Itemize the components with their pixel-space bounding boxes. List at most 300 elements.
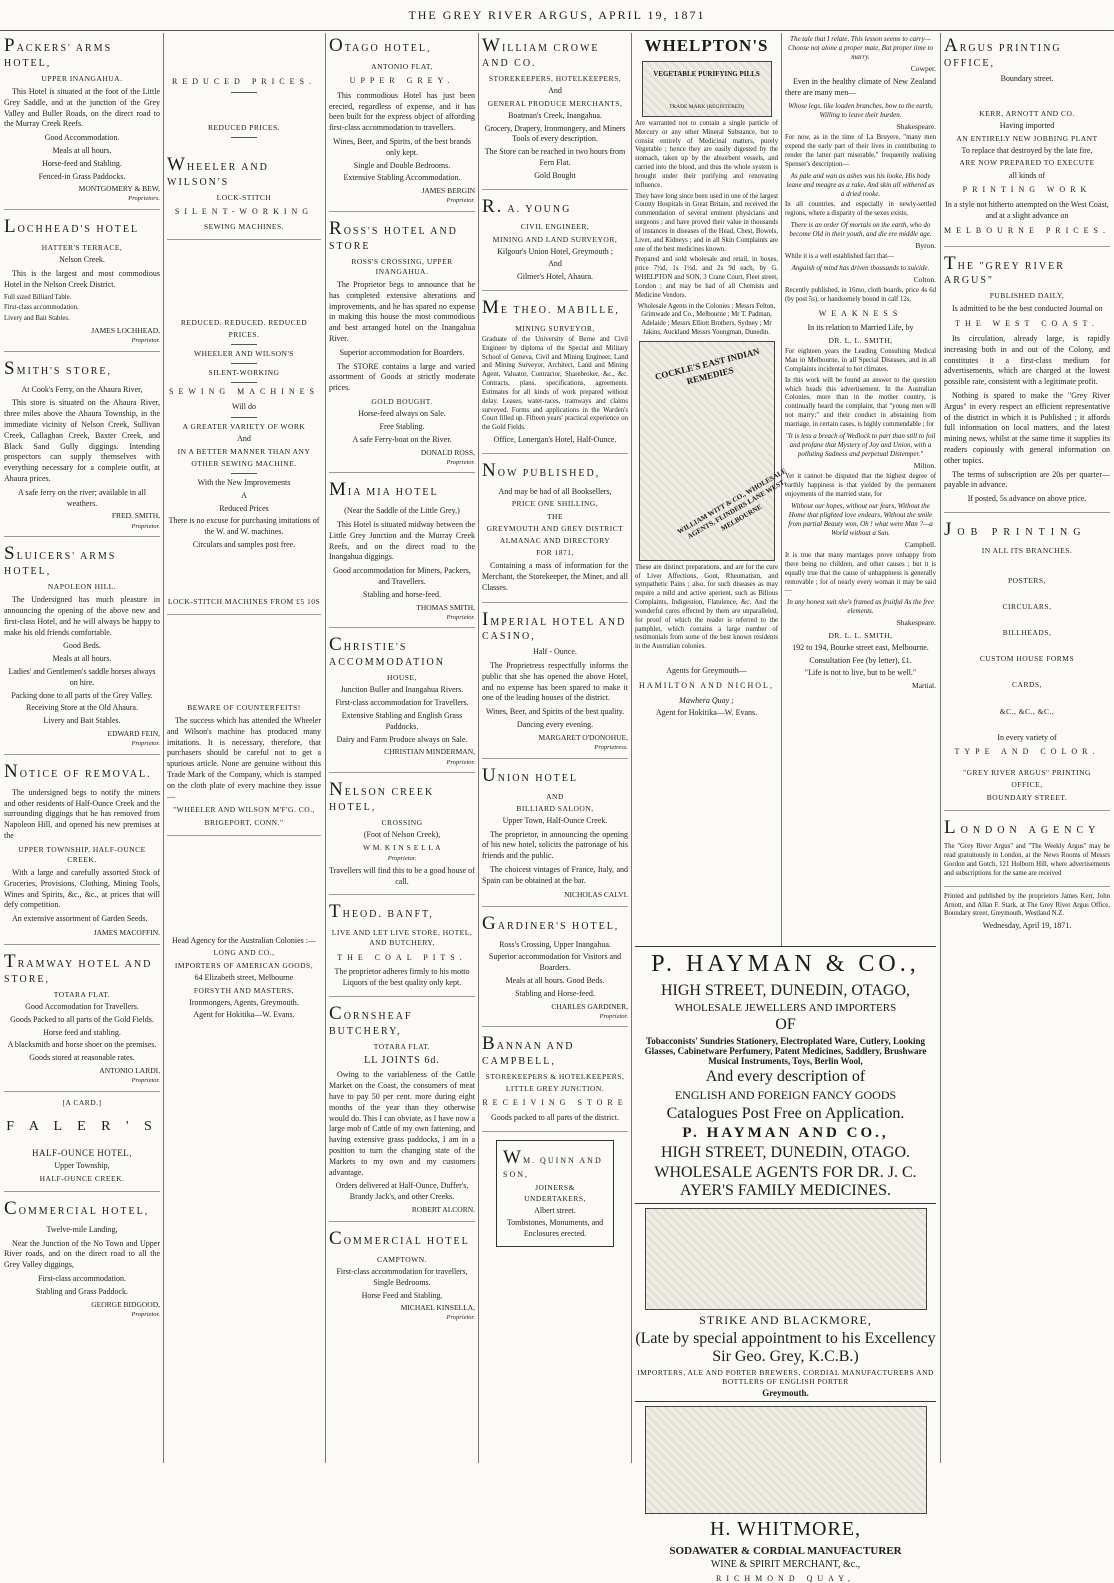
ad-line: AND xyxy=(546,791,564,801)
ad-line: Consultation Fee (by letter), £1. xyxy=(809,655,912,665)
advertisement xyxy=(944,817,1110,887)
ad-tag: [A CARD.] xyxy=(62,1097,102,1107)
ad-quote: "Life is not to live, but to be well." xyxy=(804,668,917,678)
ad-subtitle: CAMPTOWN. xyxy=(377,1254,427,1264)
ad-line: Agents for Greymouth— xyxy=(666,666,747,676)
ad-body: It is true that many marriages prove unhappy from there being no children, and other causes ; but it is equally true that the cause of unhappiness is generally removable ; for of nearly every woman it may be said— xyxy=(785,552,936,595)
ad-line: First-class accommodation. xyxy=(38,1273,126,1283)
ad-role: Proprietor. xyxy=(131,740,160,748)
ad-title: THEOD. BANFT, xyxy=(329,901,434,923)
ad-body: For eighteen years the Leading Consulting Medical Man in Melbourne, in all Special Diseases, and in all Complaints incidental to hot climates. xyxy=(785,348,936,373)
ad-subtitle: TOTARA FLAT. xyxy=(53,989,111,999)
ad-line: Stabling and Grass Paddock. xyxy=(36,1286,128,1296)
ad-line: ARE NOW PREPARED TO EXECUTE xyxy=(959,158,1095,168)
ad-role: Proprietor. xyxy=(131,522,160,530)
ad-line: Horse-feed and Stabling. xyxy=(42,158,122,168)
ad-subtitle: Nelson Creek. xyxy=(59,255,105,265)
job-item: In every variety of xyxy=(997,732,1057,742)
ad-body: The Undersigned has much pleasure in announcing the opening of the above new and first-class Hotel, and he will always be happy to make his old friends comfortable. xyxy=(4,595,160,637)
ad-subtitle: Junction Buller and Inangahua Rivers. xyxy=(340,685,464,695)
ad-line: STOREKEEPERS, HOTELKEEPERS, xyxy=(488,73,622,83)
ad-line: PRICE ONE SHILLING, xyxy=(511,499,599,509)
ad-line: Upper Township, xyxy=(54,1161,110,1170)
advertisement xyxy=(482,35,628,190)
ad-body: The success which has attended the Wheeler and Wilson's machine has produced many imitations. It is necessary, therefore, that purchasers should be careful not to get a spurious article. None are genuine without this Trade Mark of the Company, which is stamped on the cloth plate of every machine they issue— xyxy=(167,716,321,801)
ad-subtitle: TOTARA FLAT. xyxy=(373,1041,431,1051)
ad-line: The Store can be reached in two hours from Fern Flat. xyxy=(484,147,626,168)
ad-line: RICHMOND QUAY, xyxy=(716,1574,855,1583)
ad-title: F A L E R ' S xyxy=(6,1118,158,1134)
advertisement xyxy=(4,35,160,210)
ad-line: The proprietor adheres firmly to his motto Liquors of the best quality only kept. xyxy=(334,967,470,988)
ad-role: Proprietor. xyxy=(446,613,475,621)
ad-line: UPPER TOWNSHIP, HALF-OUNCE CREEK. xyxy=(18,844,146,864)
ad-line: RECEIVING STORE xyxy=(482,1098,628,1108)
ad-title: THE "GREY RIVER ARGUS" xyxy=(944,252,1065,287)
ad-body: This Hotel is situated at the foot of the Little Grey Saddle, and at the junction of the Grey Valley and Buller Roads, on the direct road to the Murray Creek Reefs. xyxy=(4,86,160,129)
advertisement xyxy=(482,765,628,907)
ad-subtitle: ANTONIO FLAT, xyxy=(371,61,433,71)
whitmore-name: H. WHITMORE, xyxy=(709,1518,862,1540)
ad-line: Agent for Hokitika—W. Evans. xyxy=(193,1010,295,1020)
ad-line: Gilmer's Hotel, Ahaura. xyxy=(516,272,594,282)
ad-line: HIGH STREET, DUNEDIN, OTAGO, xyxy=(660,982,911,999)
ad-line: HAMILTON AND NICHOL, xyxy=(639,680,774,690)
ad-subtitle: HATTER'S TERRACE, xyxy=(41,242,123,252)
hayman-block xyxy=(635,946,936,1583)
ad-title: WM. QUINN AND SON, xyxy=(503,1147,603,1179)
ad-citation: Martial. xyxy=(912,681,936,691)
ad-line: OF xyxy=(775,1016,796,1033)
ad-body: The terms of subscription are 20s per quarter—payable in advance. xyxy=(944,469,1110,490)
ad-line: 192 to 194, Bourke street east, Melbourne. xyxy=(792,642,929,652)
ad-line: Good Beds. xyxy=(63,641,101,651)
ad-line: IMPORTERS OF AMERICAN GOODS, xyxy=(174,960,314,970)
column-5 xyxy=(635,33,788,943)
ad-title: MIA MIA HOTEL xyxy=(329,479,439,501)
ad-line: Upper Town, Half-Ounce Creek. xyxy=(502,815,608,825)
ad-title: TRAMWAY HOTEL AND STORE, xyxy=(4,951,153,985)
ad-line: And every description of xyxy=(705,1068,866,1085)
ad-line: "GREY RIVER ARGUS" PRINTING xyxy=(963,768,1091,778)
advertisement xyxy=(4,951,160,1092)
ad-title: WILLIAM CROWE AND CO. xyxy=(482,35,600,69)
ad-body: Even in the healthy climate of New Zealand there are many men— xyxy=(785,77,936,98)
ad-signature: EDWARD FEIN, xyxy=(107,729,160,739)
ad-title: LONDON AGENCY xyxy=(944,816,1101,838)
ad-title: PACKERS' ARMS HOTEL, xyxy=(4,35,113,69)
ad-line: ALMANAC AND DIRECTORY xyxy=(499,535,611,545)
ad-subtitle: UPPER GREY. xyxy=(349,75,455,85)
ad-line: BRIGEPORT, CONN." xyxy=(204,817,284,827)
ad-line: And xyxy=(237,433,251,443)
advertisement xyxy=(329,1228,475,1328)
ad-line: Superior accommodation for Visitors and Boarders. xyxy=(488,952,622,973)
ad-title: ROSS'S HOTEL AND STORE xyxy=(329,217,458,252)
advertisement xyxy=(482,1033,628,1132)
advertisement xyxy=(482,196,628,291)
column-2 xyxy=(167,33,321,1463)
ad-line: Mawhera Quay ; xyxy=(679,695,734,705)
cockle-agents-text: WILLIAM WITT & CO., WHOLESALE AGENTS, FLINDERS LANE WEST, MELBOURNE xyxy=(675,466,788,542)
ad-subtitle: UPPER INANGAHUA. xyxy=(41,73,123,83)
ad-title: NOW PUBLISHED, xyxy=(482,459,601,481)
undertaker-box xyxy=(496,1140,614,1247)
ad-line: Packing done to all parts of the Grey Valley. xyxy=(11,690,153,700)
ad-line: Tobacconists' Sundries Stationery, Electroplated Ware, Cutlery, Looking Glasses, Cabinetware Perfumery, Patent Medicines, Saddlery, Brushware Musical Instruments, Toys, Berlin Wool, xyxy=(644,1036,927,1066)
column-rule xyxy=(325,33,326,1463)
ad-body: The undersigned begs to notify the miners and other residents of Half-Ounce Creek and the surrounding diggings that he has removed from Napoleon Hill, and opened his new premises at the xyxy=(4,787,160,840)
advertisement xyxy=(329,901,475,996)
ad-line: WINE & SPIRIT MERCHANT, &c., xyxy=(710,1559,861,1570)
ad-body: Its circulation, already large, is rapidly increasing both in and out of the Colony, and constitutes it a first-class medium for advertisements, which are charged at the lowest possible rate, consistent with a legitimate profit. xyxy=(944,334,1110,387)
ad-quote: There is an order Of mortals on the earth, who do become Old in their youth, and die ere middle age. xyxy=(789,220,932,238)
ad-line: Horse-feed always on Sale. xyxy=(358,409,446,419)
column-6 xyxy=(785,33,936,943)
cockle-logo-text: COCKLE'S EAST INDIAN REMEDIES xyxy=(653,345,761,387)
ad-line: Having imported xyxy=(999,120,1055,130)
ad-line: LONG AND CO., xyxy=(213,948,275,958)
ad-line: SILENT-WORKING xyxy=(208,368,280,378)
advertisement xyxy=(482,913,628,1028)
ad-line: First-class accommodation for travellers, Single Bedrooms. xyxy=(336,1266,468,1287)
ad-signature: CHARLES GARDINER, xyxy=(551,1001,628,1011)
cockle-remedies-image xyxy=(639,341,788,561)
ad-quote: "It is less a breach of Wedlock to part than still to foil and profane that Mystery of Joy and Union, with a polluting Sadness and perpetual Distemper." xyxy=(785,431,936,458)
column-rule xyxy=(940,33,941,1463)
ad-line: LOCK-STITCH MACHINES FROM £5 10S xyxy=(167,596,321,606)
ad-title: UNION HOTEL xyxy=(482,764,578,786)
ad-signature: NICHOLAS CALVI. xyxy=(564,889,628,899)
ad-line: Meals at all hours. xyxy=(52,654,112,664)
ad-body: The STORE contains a large and varied assortment of Goods at strictly moderate prices. xyxy=(329,361,475,393)
ad-subtitle: (Foot of Nelson Creek), xyxy=(363,830,441,840)
ad-body: The "Grey River Argus" and "The Weekly Argus" may be read gratuitously in London, at the News Rooms of Messrs Gordon and Gotch, 121 Holborn Hill, where advertisements and subscriptions for the same are received xyxy=(944,843,1110,877)
ad-line: Goods packed to all parts of the district. xyxy=(491,1113,619,1123)
ad-line: Extensive Stabling Accommodation. xyxy=(343,173,461,183)
ad-subtitle: NAPOLEON HILL. xyxy=(47,582,117,592)
ad-line: Horse feed and stabling. xyxy=(43,1027,121,1037)
ad-line: Tombstones, Monuments, and Enclosures erected. xyxy=(506,1218,604,1239)
ad-subtitle: Twelve-mile Landing, xyxy=(46,1224,118,1234)
ad-line: ENGLISH AND FOREIGN FANCY GOODS xyxy=(674,1088,897,1102)
ad-subtitle: ROSS'S CROSSING, UPPER INANGAHUA. xyxy=(351,256,453,276)
ad-body: Owing to the variableness of the Cattle Market on the Coast, the consumers of meat have to pay 50 per cent. more during eight months of the year than they otherwise would do. This I can obviate, as I have now a large mob of Cattle of my own fattening, and having extensive grass paddocks, I am in a position to turn the changing state of the Markets to my own and my customers advantage. xyxy=(329,1070,475,1177)
ad-body: This is the largest and most commodious Hotel in the Nelson Creek District. xyxy=(4,268,160,289)
ad-subtitle: (Near the Saddle of the Little Grey.) xyxy=(344,506,460,516)
ad-signature: ROBERT ALCORN. xyxy=(411,1204,475,1214)
ad-signature: FRED. SMITH, xyxy=(111,511,160,521)
ad-line: Will do xyxy=(232,402,256,412)
ad-line: Stabling and Horse-feed. xyxy=(515,988,595,998)
ad-role: Proprietor. xyxy=(131,1310,160,1318)
ad-line: A safe ferry on the river; available in all weathers. xyxy=(18,487,146,508)
ad-title: GARDINER'S HOTEL, xyxy=(482,912,620,934)
ad-signature: THOMAS SMITH, xyxy=(416,602,475,612)
column-rule xyxy=(631,33,632,1463)
ad-title: R. A. YOUNG xyxy=(482,195,572,217)
ad-signature: MICHAEL KINSELLA, xyxy=(400,1303,475,1313)
ad-line: Good accommodation for Miners, Packers, and Travellers. xyxy=(333,566,471,586)
column-rule xyxy=(163,33,164,1463)
ad-body: With a large and carefully assorted Stock of Groceries, Provisions, Clothing, Mining Tools, Wines and Spirits, &c., &c., at prices that will defy competition. xyxy=(4,867,160,910)
ad-line: Boundary street. xyxy=(1000,73,1054,83)
ad-line: An extensive assortment of Garden Seeds. xyxy=(12,914,148,924)
ad-line: Reduced Prices xyxy=(219,503,269,513)
column-4 xyxy=(482,33,628,1463)
advertisement xyxy=(4,1098,160,1192)
ad-line: Wines, Beer, and Spirits, of the best brands only kept. xyxy=(333,136,471,157)
ad-line: Gold Bought xyxy=(534,170,576,180)
ad-quote: Whose legs, like loaden branches, bow to the earth, Willing to leave their burden. xyxy=(788,102,933,120)
job-item: CARDS, xyxy=(1012,680,1042,690)
ad-body: The Proprietor begs to announce that he has completed extensive alterations and improvements, and he has spared no expense in making this house the most commodious and best arranged hotel on the Inangahua River. xyxy=(329,280,475,344)
ad-line: SEWING MACHINES xyxy=(169,387,319,397)
ad-subtitle: Half - Ounce. xyxy=(533,647,577,657)
advertisement xyxy=(329,218,475,473)
ad-quote: In any honest suit she's framed as fruitful As the free elements. xyxy=(787,598,934,616)
advertisement xyxy=(167,842,321,1029)
ad-line: Office, Lonergan's Hotel, Half-Ounce. xyxy=(493,435,617,445)
ad-role: Proprietor. xyxy=(446,458,475,466)
advertisement xyxy=(329,634,475,773)
advertisement xyxy=(482,297,628,454)
ad-body: Yet it cannot be disputed that the highest degree of earthly happiness is that yielded by the permanent enjoyments of the married state, for xyxy=(785,473,936,498)
ad-line: WHOLESALE AGENTS FOR DR. J. C. AYER'S FAMILY MEDICINES. xyxy=(635,1164,936,1204)
ad-title: ARGUS PRINTING OFFICE, xyxy=(944,35,1062,69)
ad-line: MINING AND LAND SURVEYOR, xyxy=(492,234,618,244)
ad-body: Recently published, in 16mo, cloth boards, price 4s 6d (by post 5s), or handsomely bound in calf 12s, xyxy=(785,286,936,303)
ad-line: HALF-OUNCE CREEK. xyxy=(39,1173,125,1183)
ad-line: Wines, Beer, and Spirits of the best quality. xyxy=(485,707,625,717)
ad-citation: Shakespeare. xyxy=(896,122,936,132)
ad-title: NELSON CREEK HOTEL, xyxy=(329,779,435,814)
ad-line: BILLIARD SALOON, xyxy=(516,803,594,813)
ad-line: SILENT-WORKING xyxy=(174,206,314,216)
ad-title: WHEELER AND WILSON'S xyxy=(167,153,269,188)
ad-quote: As pale and wan as ashes was his looke, His body leane and meagre as a rake, And skin all withered as a dried rooke. xyxy=(786,171,935,198)
ad-title: REDUCED. REDUCED. REDUCED xyxy=(180,317,308,327)
job-item: &C., &C., &C., xyxy=(999,706,1055,716)
ad-line: Greymouth. xyxy=(635,1388,936,1402)
ad-body: Wholesale Agents in the Colonies : Messrs Felton, Grimwade and Co., Melbourne ; Mr T. Padman, Adelaide ; Messrs Elliott Brothers, Sydney ; Mr Jakins, Auckland Messrs Youngman, Dunedin. xyxy=(637,302,776,336)
ad-line: CIVIL ENGINEER, xyxy=(520,222,590,232)
ad-quote: The tale that I relate, This lesson seems to carry— Choose not alone a proper mate, But proper time to marry. xyxy=(788,35,933,62)
ad-line: BOUNDARY STREET. xyxy=(986,792,1068,802)
ad-signature: CHRISTIAN MINDERMAN, xyxy=(384,747,475,757)
ad-line: OTHER SEWING MACHINE. xyxy=(191,458,297,468)
ad-title: BEWARE OF COUNTERFEITS! xyxy=(187,702,301,712)
advertisement xyxy=(482,460,628,603)
ad-role: Proprietor. xyxy=(446,758,475,766)
advertisement xyxy=(4,216,160,352)
ad-line: GOLD BOUGHT. xyxy=(371,397,433,406)
ad-line: LITTLE GREY JUNCTION. xyxy=(505,1084,605,1094)
ad-line: DR. L. L. SMITH, xyxy=(828,336,893,346)
ad-role: Proprietor. xyxy=(446,1314,475,1322)
ad-line: THE WEST COAST. xyxy=(955,319,1099,329)
ad-line: all kinds of xyxy=(1009,170,1045,180)
ad-line: Boatman's Creek, Inangahua. xyxy=(508,110,602,120)
ad-body: This Hotel is situated midway between the Little Grey Junction and the Murray Creek Reefs, and on the direct road to the Inangahua diggings. xyxy=(329,520,475,562)
ad-role: Proprietor. xyxy=(446,197,475,205)
ad-title: CHRISTIE'S ACCOMMODATION xyxy=(329,634,446,669)
column-3 xyxy=(329,33,475,1463)
ad-line: Ladies' and Gentlemen's saddle horses always on hire. xyxy=(8,667,156,687)
ad-line: Single and Double Bedrooms. xyxy=(353,160,451,170)
ad-subtitle: At Cook's Ferry, on the Ahaura River, xyxy=(21,384,143,394)
ad-line: Orders delivered at Half-Ounce, Duffer's, Brandy Jack's, and other Creeks. xyxy=(335,1181,469,1202)
hayman-name: P. HAYMAN & CO., xyxy=(651,951,920,977)
ad-line: IN A BETTER MANNER THAN ANY xyxy=(177,446,311,456)
ad-title: NOTICE OF REMOVAL. xyxy=(4,760,152,782)
job-item: POSTERS, xyxy=(1008,575,1046,585)
ad-body: Prepared and sold wholesale and retail, in boxes, price 7½d, 1s 1½d, and 2s 9d each, by G. WHELPTON and SON, 3 Crane Court, Fleet street, London ; and may be had of all Chemists and Medicine Vendors. xyxy=(635,256,778,299)
ad-line: SODAWATER & CORDIAL MANUFACTURER xyxy=(669,1545,902,1557)
ad-line: JOINERS& UNDERTAKERS, xyxy=(524,1183,586,1203)
ad-line: There is no excuse for purchasing imitations of the W. and W. machines. xyxy=(168,516,320,537)
advertisement xyxy=(4,543,160,755)
ad-line: In its relation to Married Life, by xyxy=(807,323,914,333)
advertisement xyxy=(4,761,160,945)
ad-line: "WHEELER AND WILSON M'F'G. CO., xyxy=(173,805,315,815)
ad-line: LL JOINTS 6d. xyxy=(364,1054,440,1066)
ad-signature: DONALD ROSS, xyxy=(420,447,475,457)
ad-role: Proprietors. xyxy=(128,195,160,203)
advertisement xyxy=(4,1198,160,1324)
ad-signature: JAMES MACOFFIN. xyxy=(93,927,160,937)
ad-body: They have long since been used in one of the largest County Hospitals in Great Britain, and received the commendation of several eminent physicians and surgeons ; and have proved their value in thousands of instances in diseases of the Head, Chest, Bowels, Liver, and Kidneys ; and in all Skin Complaints are one of the best medicines known. xyxy=(635,192,778,253)
ad-line: A safe Ferry-boat on the River. xyxy=(352,434,452,444)
ad-body: This store is situated on the Ahaura River, three miles above the Ahaura Township, in the immediate vicinity of Nelson Creek, Sullivan Creek, Callaghan Creek, Baxter Creek, and Black Sand Gully diggings. Intending prospectors can supply themselves with everything necessary for a complete outfit, at Ahaura prices. xyxy=(4,398,160,484)
ad-body: The Proprietress respectfully informs the public that she has opened the above Hotel, and no expense has been spared to make it one of the leading houses of the district. xyxy=(482,661,628,703)
ad-body: In this work will be found an answer to the question which heads this advertisement. In the Australian Colonies, more than in the mother country, is continually heard the complaint, that "young men will not marry;" and their conduct in abstaining from marriage, in certain cases, is highly commendable ; for xyxy=(785,376,936,428)
ad-signature: JAMES LOCHHEAD, xyxy=(91,325,160,335)
ad-line: Superior accommodation for Boarders. xyxy=(339,347,465,357)
advertisement xyxy=(944,519,1110,811)
ad-body: While it is a well established fact that— xyxy=(785,252,894,260)
advertisement xyxy=(167,246,321,615)
ad-role: Proprietor. xyxy=(599,1012,628,1020)
ad-line: AN ENTIRELY NEW JOBBING PLANT xyxy=(956,133,1098,143)
ad-line: Kilgour's Union Hotel, Greymouth ; xyxy=(497,246,613,256)
column-7 xyxy=(944,33,1110,1463)
job-item: BILLHEADS, xyxy=(1002,628,1052,638)
advertisement xyxy=(167,33,321,240)
ad-line: Dairy and Farm Produce always on Sale. xyxy=(336,734,468,744)
pills-logo-text: VEGETABLE PURIFYING PILLS xyxy=(653,69,760,78)
ad-citation: Byron. xyxy=(915,240,936,250)
ad-subtitle: MINING SURVEYOR, xyxy=(515,323,595,333)
ad-signature: GEORGE BIDGOOD, xyxy=(91,1299,160,1309)
advertisement xyxy=(329,35,475,212)
ad-line: 64 Elizabeth street, Melbourne xyxy=(194,972,294,982)
ad-line: Containing a mass of information for the Merchant, the Storekeeper, the Miner, and all Classes. xyxy=(482,561,628,592)
ad-line: Livery and Bait Stables. xyxy=(4,315,70,323)
ad-line: And xyxy=(548,259,562,269)
ad-title: JOB PRINTING xyxy=(944,519,1087,541)
trademark-label: TRADE MARK (REGISTERED) xyxy=(669,103,744,110)
ad-line: Dancing every evening. xyxy=(516,720,594,730)
ad-line: Extensive Stabling and English Grass Paddocks. xyxy=(341,710,463,731)
ad-line: THE xyxy=(546,511,564,521)
ad-signature: MONTGOMERY & BEW, xyxy=(78,184,160,194)
ad-line: PRINTING WORK xyxy=(962,185,1092,195)
ad-signature: JAMES BERGIN xyxy=(421,186,475,196)
ad-line: PRICES. xyxy=(228,329,260,339)
ad-citation: Milton. xyxy=(913,461,936,471)
ad-line: PUBLISHED DAILY, xyxy=(989,291,1065,301)
ad-title: ME THEO. MABILLE, xyxy=(482,297,620,319)
ad-line: Circulars and samples post free. xyxy=(192,540,296,550)
ad-subtitle: Ross's Crossing, Upper Inangahua. xyxy=(499,939,611,949)
ad-line: In a style not hitherto attempted on the West Coast, and at a slight advance on xyxy=(945,200,1109,220)
ad-line: Goods stored at reasonable rates. xyxy=(29,1053,135,1063)
ad-line: To replace that destroyed by the late fire, xyxy=(961,145,1093,155)
advertisement xyxy=(329,779,475,895)
ad-line: MELBOURNE PRICES. xyxy=(944,225,1110,235)
ad-role: Proprietor. xyxy=(387,855,417,863)
ad-line: The choicest vintages of France, Italy, and Spain can be obtained at the bar. xyxy=(482,865,628,885)
ad-title: CORNSHEAF BUTCHERY, xyxy=(329,1002,413,1037)
ad-line: First-class accommodation. xyxy=(4,304,79,312)
ad-line: WHEELER AND WILSON'S xyxy=(194,349,294,359)
ad-line: REDUCED PRICES. xyxy=(207,122,281,132)
ad-body: Graduate of the University of Berne and Civil Engineer by diploma of the Special and Military School of Geneva, Civil and Mining Engineer, Land and Mining Surveyor, Architect, Land and Mining Agent, Valuator, Contractor, Sharebroker, &c., &c. Contracts, plans, specifications, agreements. Estimates for all kinds of work prepared without delay. Leases, water-races, tramways and claims surveyed. Forms and applications in the Warden's Court filled up. Fifteen years' practical experience on the Gold Fields. xyxy=(482,335,628,432)
ad-line: A xyxy=(241,490,247,500)
ad-title: SLUICERS' ARMS HOTEL, xyxy=(4,543,117,578)
ad-quote: Anguish of mind has driven thousands to suicide. xyxy=(791,263,930,272)
ad-line: GREYMOUTH AND GREY DISTRICT xyxy=(486,523,624,533)
ad-line: Goods Packed to all parts of the Gold Fields. xyxy=(10,1014,154,1024)
strike-name: STRIKE AND BLACKMORE, xyxy=(699,1313,872,1327)
ad-body: These are distinct preparations, and are for the cure of Liver Affections, Gout, Rheumatism, and sympathetic Pains ; also, for such diseases as may require a mild and active aperient, such as Bilious Complaints, Indigestion, Flatulence, &c. And the wonderful cures effected by them are unparalleled, for proof of which the reader is referred to the pamphlet, which contains a large number of testimonials from some of the best known residents in the Australian colonies. xyxy=(635,563,778,651)
ad-title: COMMERCIAL HOTEL, xyxy=(4,1197,150,1219)
ad-line: FORSYTH AND MASTERS, xyxy=(193,985,295,995)
ad-line: KERR, ARNOTT AND CO. xyxy=(979,108,1075,118)
ad-line: Grocery, Drapery, Ironmongery, and Miners Tools of every description. xyxy=(484,123,626,144)
column-rule xyxy=(478,33,479,1463)
ad-line: First-class accommodation for Travellers. xyxy=(335,698,469,708)
ad-citation: Campbell. xyxy=(904,540,936,550)
hayman-name-2: P. HAYMAN AND CO., xyxy=(682,1125,889,1141)
job-item: TYPE AND COLOR. xyxy=(954,747,1100,757)
ad-line: Good Accommodation. xyxy=(44,133,120,143)
ad-line: Meals at all hours. xyxy=(52,145,112,155)
ad-citation: Colton. xyxy=(913,274,936,284)
ad-line: (Late by special appointment to his Excellency Sir Geo. Grey, K.C.B.) xyxy=(635,1330,936,1365)
ad-quote: Without our hopes, without our fears, Without the Home that plighted love endears, Without the smile from partial Beauty won, Oh ! what were Man ?—a World without a Sun. xyxy=(788,501,933,537)
column-1 xyxy=(4,33,160,1463)
ad-body: Are warranted not to contain a single particle of Mercury or any other Mineral Substance, but to consist entirely of Medicinal matters, purely Vegetable ; hence they are easily digested by the stomach, taken up by the absorbent vessels, and carried into the blood, and thus the whole system is brought under their purifying and renovating influence. xyxy=(635,119,778,189)
ad-line: Horse Feed and Stabling. xyxy=(361,1290,443,1300)
ad-title: WEAKNESS xyxy=(818,308,903,318)
ad-title: BANNAN AND CAMPBELL, xyxy=(482,1033,575,1068)
ad-line: HIGH STREET, DUNEDIN, OTAGO. xyxy=(660,1144,911,1161)
ad-subtitle: W M. K I N S E L L A xyxy=(362,842,442,852)
advertisement xyxy=(329,479,475,628)
ad-subtitle: HALF-OUNCE HOTEL, xyxy=(32,1147,132,1158)
ad-line: LOCK-STITCH xyxy=(216,192,272,202)
ad-line: If posted, 5s advance on above price. xyxy=(967,494,1087,504)
ad-line: SEWING MACHINES. xyxy=(203,221,285,231)
masthead: THE GREY RIVER ARGUS, APRIL 19, 1871 xyxy=(0,0,1114,31)
ad-line: With the New Improvements xyxy=(197,478,291,488)
ad-subtitle: CROSSING xyxy=(381,818,423,828)
ad-line: Albert street. xyxy=(534,1205,576,1215)
ad-line: STOREKEEPERS & HOTELKEEPERS, xyxy=(485,1072,625,1082)
ad-line: Is admitted to be the best conducted Journal on xyxy=(952,304,1103,314)
